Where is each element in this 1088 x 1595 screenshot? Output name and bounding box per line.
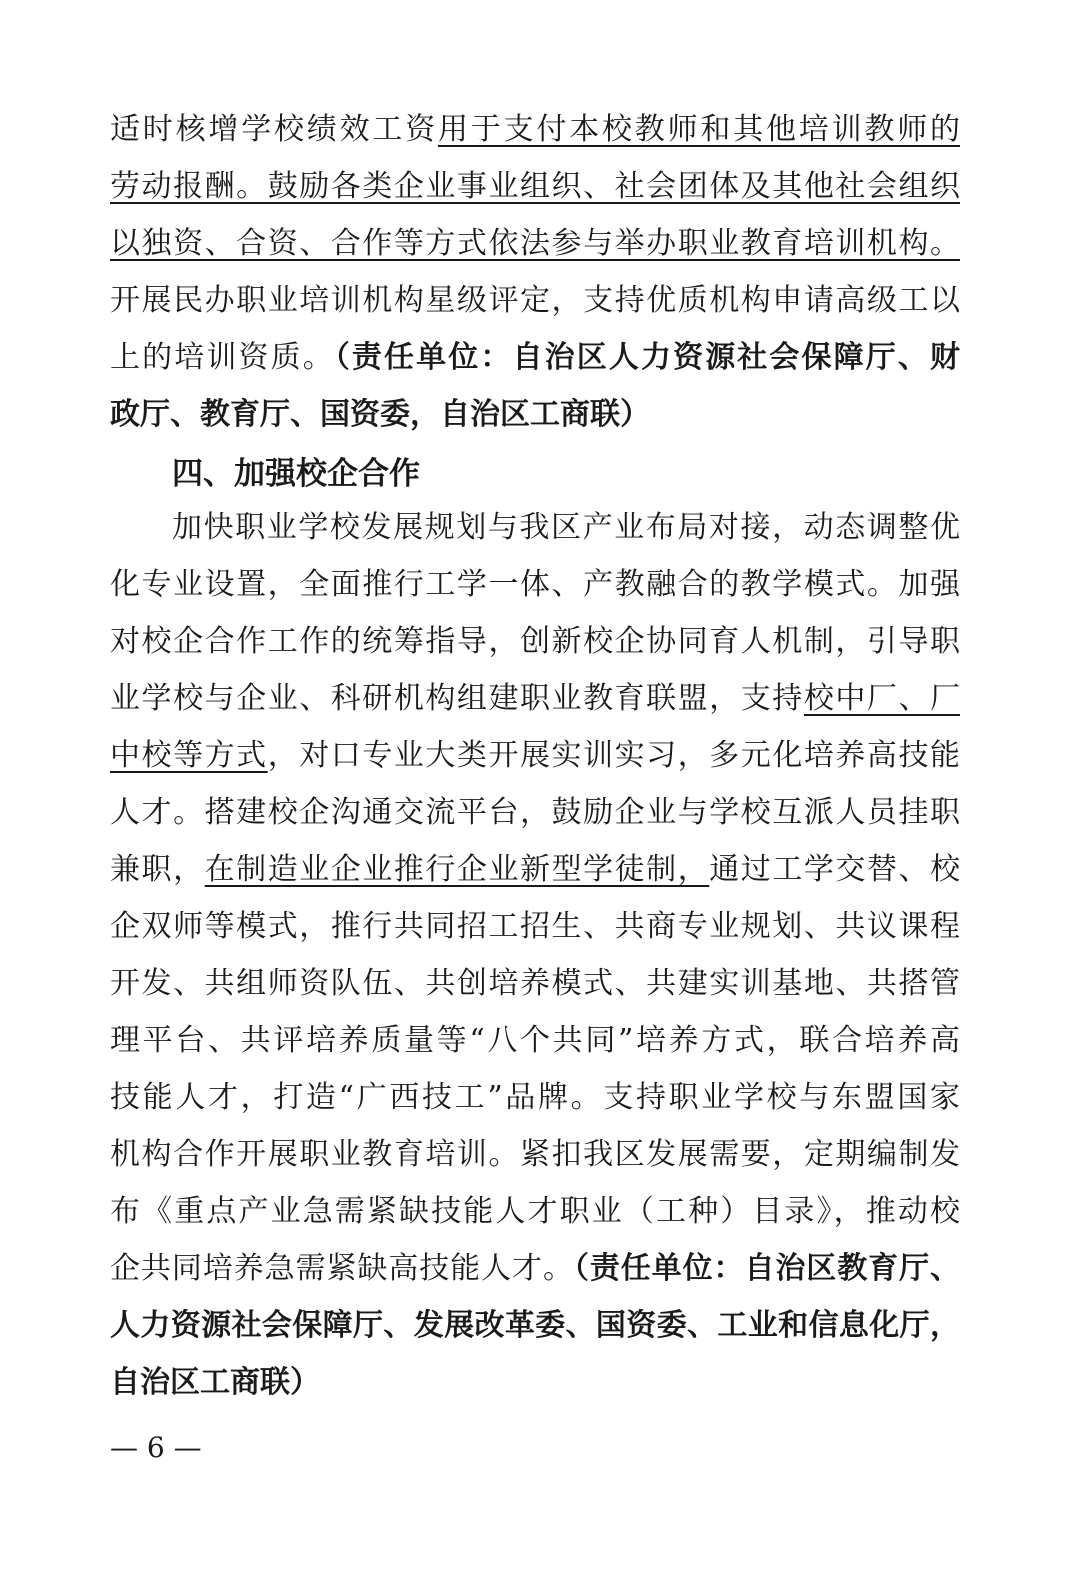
text-line [110,1241,960,1297]
text-span: 技能人才，打造“广西技工”品牌。支持职业学校与东盟国家 [110,1080,960,1115]
text-line [110,1070,960,1126]
text-line [110,956,960,1012]
underlined-text: 校中厂、厂 [803,681,961,716]
text-line [110,671,960,727]
text-span: 开发、共组师资队伍、共创培养模式、共建实训基地、共搭管 [110,966,960,1001]
page-number: — 6 — [110,1431,202,1464]
text-span: 适时核增学校绩效工资 [110,112,438,147]
text-line [110,785,960,841]
text-line [110,216,960,272]
text-span: 通过工学交替、校 [709,852,961,887]
text-span: 开展民办职业培训机构星级评定，支持优质机构申请高级工以 [110,283,960,318]
text-line [110,899,960,955]
text-span: 企双师等模式，推行共同招工招生、共商专业规划、共议课程 [110,909,960,944]
text-line [110,728,960,784]
text-line [110,1298,960,1354]
responsibility-text: 自治区工商联） [110,1365,320,1400]
responsibility-text: 政厅、教育厅、国资委，自治区工商联） [110,397,650,432]
text-line [110,1184,960,1240]
text-line [110,842,960,898]
text-span: 理平台、共评培养质量等“八个共同”培养方式，联合培养高 [110,1023,960,1058]
text-line [110,614,960,670]
underlined-text: 劳动报酬。鼓励各类企业事业组织、社会团体及其他社会组织 [110,169,960,204]
text-span: 兼职， [110,852,205,887]
underlined-text: 中校等方式 [110,738,268,773]
underlined-text: 以独资、合资、合作等方式依法参与举办职业教育培训机构。 [110,226,960,261]
text-span: 化专业设置，全面推行工学一体、产教融合的教学模式。加强 [110,567,960,602]
text-line [172,500,960,556]
text-line [110,557,960,613]
text-line [110,1127,960,1183]
text-line [110,1355,960,1411]
text-line [110,273,960,329]
underlined-text: 用于支付本校教师和其他培训教师的 [438,112,960,147]
text-span: 机构合作开展职业教育培训。紧扣我区发展需要，定期编制发 [110,1137,960,1172]
text-line [110,387,960,443]
text-span: 对校企合作工作的统筹指导，创新校企协同育人机制，引导职 [110,624,960,659]
text-line [110,330,960,386]
responsibility-text: （责任单位：自治区教育厅、 [573,1251,961,1286]
text-span: 布《重点产业急需紧缺技能人才职业（工种）目录》，推动校 [110,1194,960,1229]
text-span: 企共同培养急需紧缺高技能人才。 [110,1251,574,1286]
section-heading: 四、加强校企合作 [172,456,420,492]
text-span: ，对口专业大类开展实训实习，多元化培养高技能 [267,738,961,773]
text-span: 人才。搭建校企沟通交流平台，鼓励企业与学校互派人员挂职 [110,795,960,830]
text-line [110,1013,960,1069]
text-line [110,102,960,158]
text-line [110,159,960,215]
text-span: 加快职业学校发展规划与我区产业布局对接，动态调整优 [172,510,960,545]
responsibility-text: 人力资源社会保障厅、发展改革委、国资委、工业和信息化厅， [110,1308,960,1343]
underlined-text: 在制造业企业推行企业新型学徒制， [204,852,710,887]
text-span: 上的培训资质。 [110,340,335,375]
text-span: 业学校与企业、科研机构组建职业教育联盟，支持 [110,681,804,716]
responsibility-text: （责任单位：自治区人力资源社会保障厅、财 [334,340,961,375]
